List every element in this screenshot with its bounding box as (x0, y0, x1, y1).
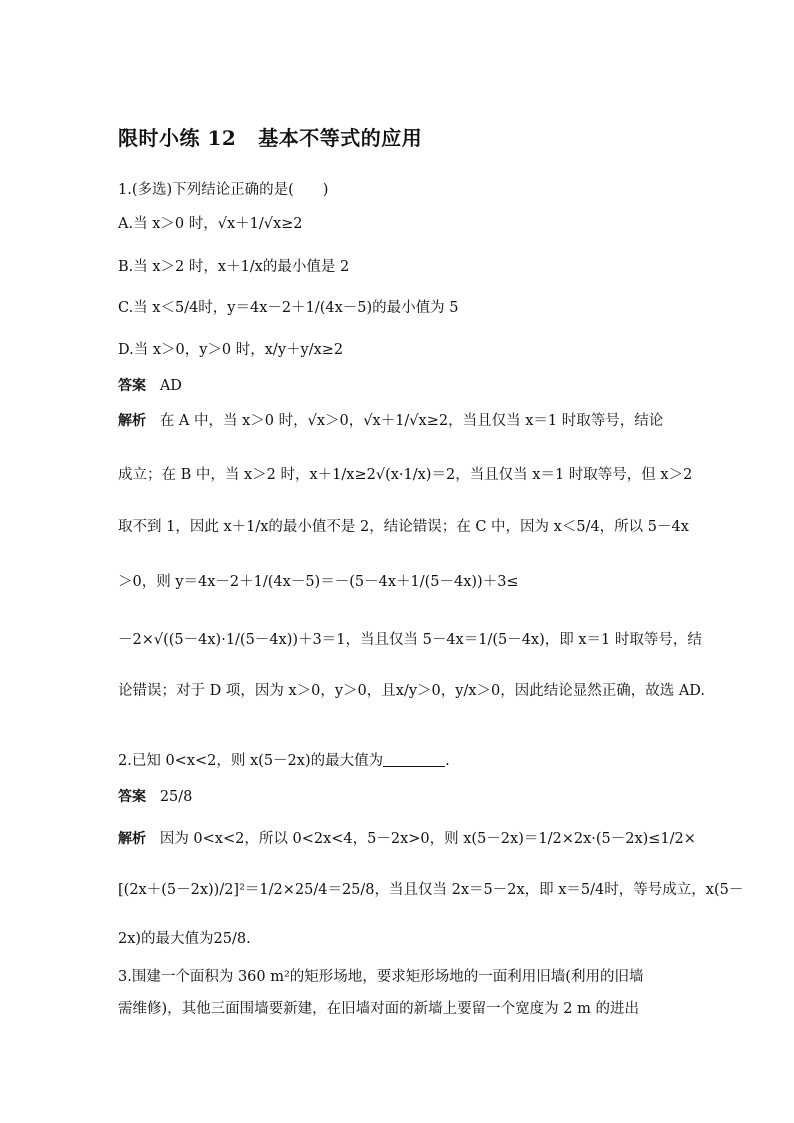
q1-answer-label: 答案 (118, 378, 146, 394)
q1-option-a: A.当 x＞0 时，√x＋1/√x≥2 (118, 216, 303, 232)
title-prefix: 限时小练 12 (118, 126, 237, 150)
q3-line-1: 3.围建一个面积为 360 m²的矩形场地，要求矩形场地的一面利用旧墙(利用的旧墙 (118, 969, 644, 985)
q2-analysis-line-2: [(2x＋(5－2x))/2]²＝1/2×25/4＝25/8，当且仅当 2x＝5－2x，即 x＝5/4时，等号成立，x(5－ (118, 882, 744, 898)
q1-analysis-line-5: －2×√((5－4x)·1/(5－4x))＋3＝1，当且仅当 5－4x＝1/(5－4x)，即 x＝1 时取等号，结 (118, 632, 702, 648)
q1-option-d: D.当 x＞0，y＞0 时，x/y＋y/x≥2 (118, 342, 344, 358)
title-main: 基本不等式的应用 (258, 126, 423, 150)
q2-stem-row: 2.已知 0<x<2，则 x(5－2x)的最大值为 . (118, 753, 450, 769)
q2-answer: 25/8 (159, 789, 193, 805)
q2-answer-blank (383, 752, 445, 767)
q1-analysis-label: 解析 (118, 413, 146, 429)
q3-line-2: 需维修)，其他三面围墙要新建，在旧墙对面的新墙上要留一个宽度为 2 m 的进出 (118, 1001, 639, 1017)
page-title (118, 122, 422, 151)
q2-answer-label: 答案 (118, 789, 146, 805)
q1-option-c: C.当 x＜5/4时，y＝4x－2＋1/(4x－5)的最小值为 5 (118, 300, 459, 316)
q1-answer: AD (159, 378, 182, 394)
q1-analysis-text-1: 在 A 中，当 x＞0 时，√x＞0，√x＋1/√x≥2，当且仅当 x＝1 时取等号，结论 (159, 413, 664, 429)
q1-stem: 1.(多选)下列结论正确的是( ) (118, 182, 329, 198)
q1-analysis-line-6: 论错误；对于 D 项，因为 x＞0，y＞0，且x/y＞0，y/x＞0，因此结论显然正确，故选 AD. (118, 683, 706, 699)
q1-analysis-line-3: 取不到 1，因此 x＋1/x的最小值不是 2，结论错误；在 C 中，因为 x＜5/4，所以 5－4x (118, 519, 689, 535)
q2-analysis-line-3: 2x)的最大值为25/8. (118, 931, 251, 947)
q2-analysis-label: 解析 (118, 831, 146, 847)
q1-option-b: B.当 x＞2 时，x＋1/x的最小值是 2 (118, 259, 350, 275)
q1-answer-row (118, 376, 678, 396)
q2-analysis-line-1 (118, 829, 696, 849)
q1-analysis-line-1 (118, 411, 678, 431)
q1-analysis-line-4: ＞0，则 y＝4x－2＋1/(4x－5)＝－(5－4x＋1/(5－4x))＋3≤ (118, 574, 519, 590)
q1-analysis-line-2: 成立；在 B 中，当 x＞2 时，x＋1/x≥2√(x·1/x)＝2，当且仅当 x＝1 时取等号，但 x＞2 (118, 467, 693, 483)
q2-stem: 2.已知 0<x<2，则 x(5－2x)的最大值为 (118, 753, 384, 769)
q2-analysis-text-1: 因为 0<x<2，所以 0<2x<4，5－2x>0，则 x(5－2x)＝1/2×2x·(5－2x)≤1/2× (159, 831, 696, 847)
q2-answer-row (118, 787, 678, 807)
